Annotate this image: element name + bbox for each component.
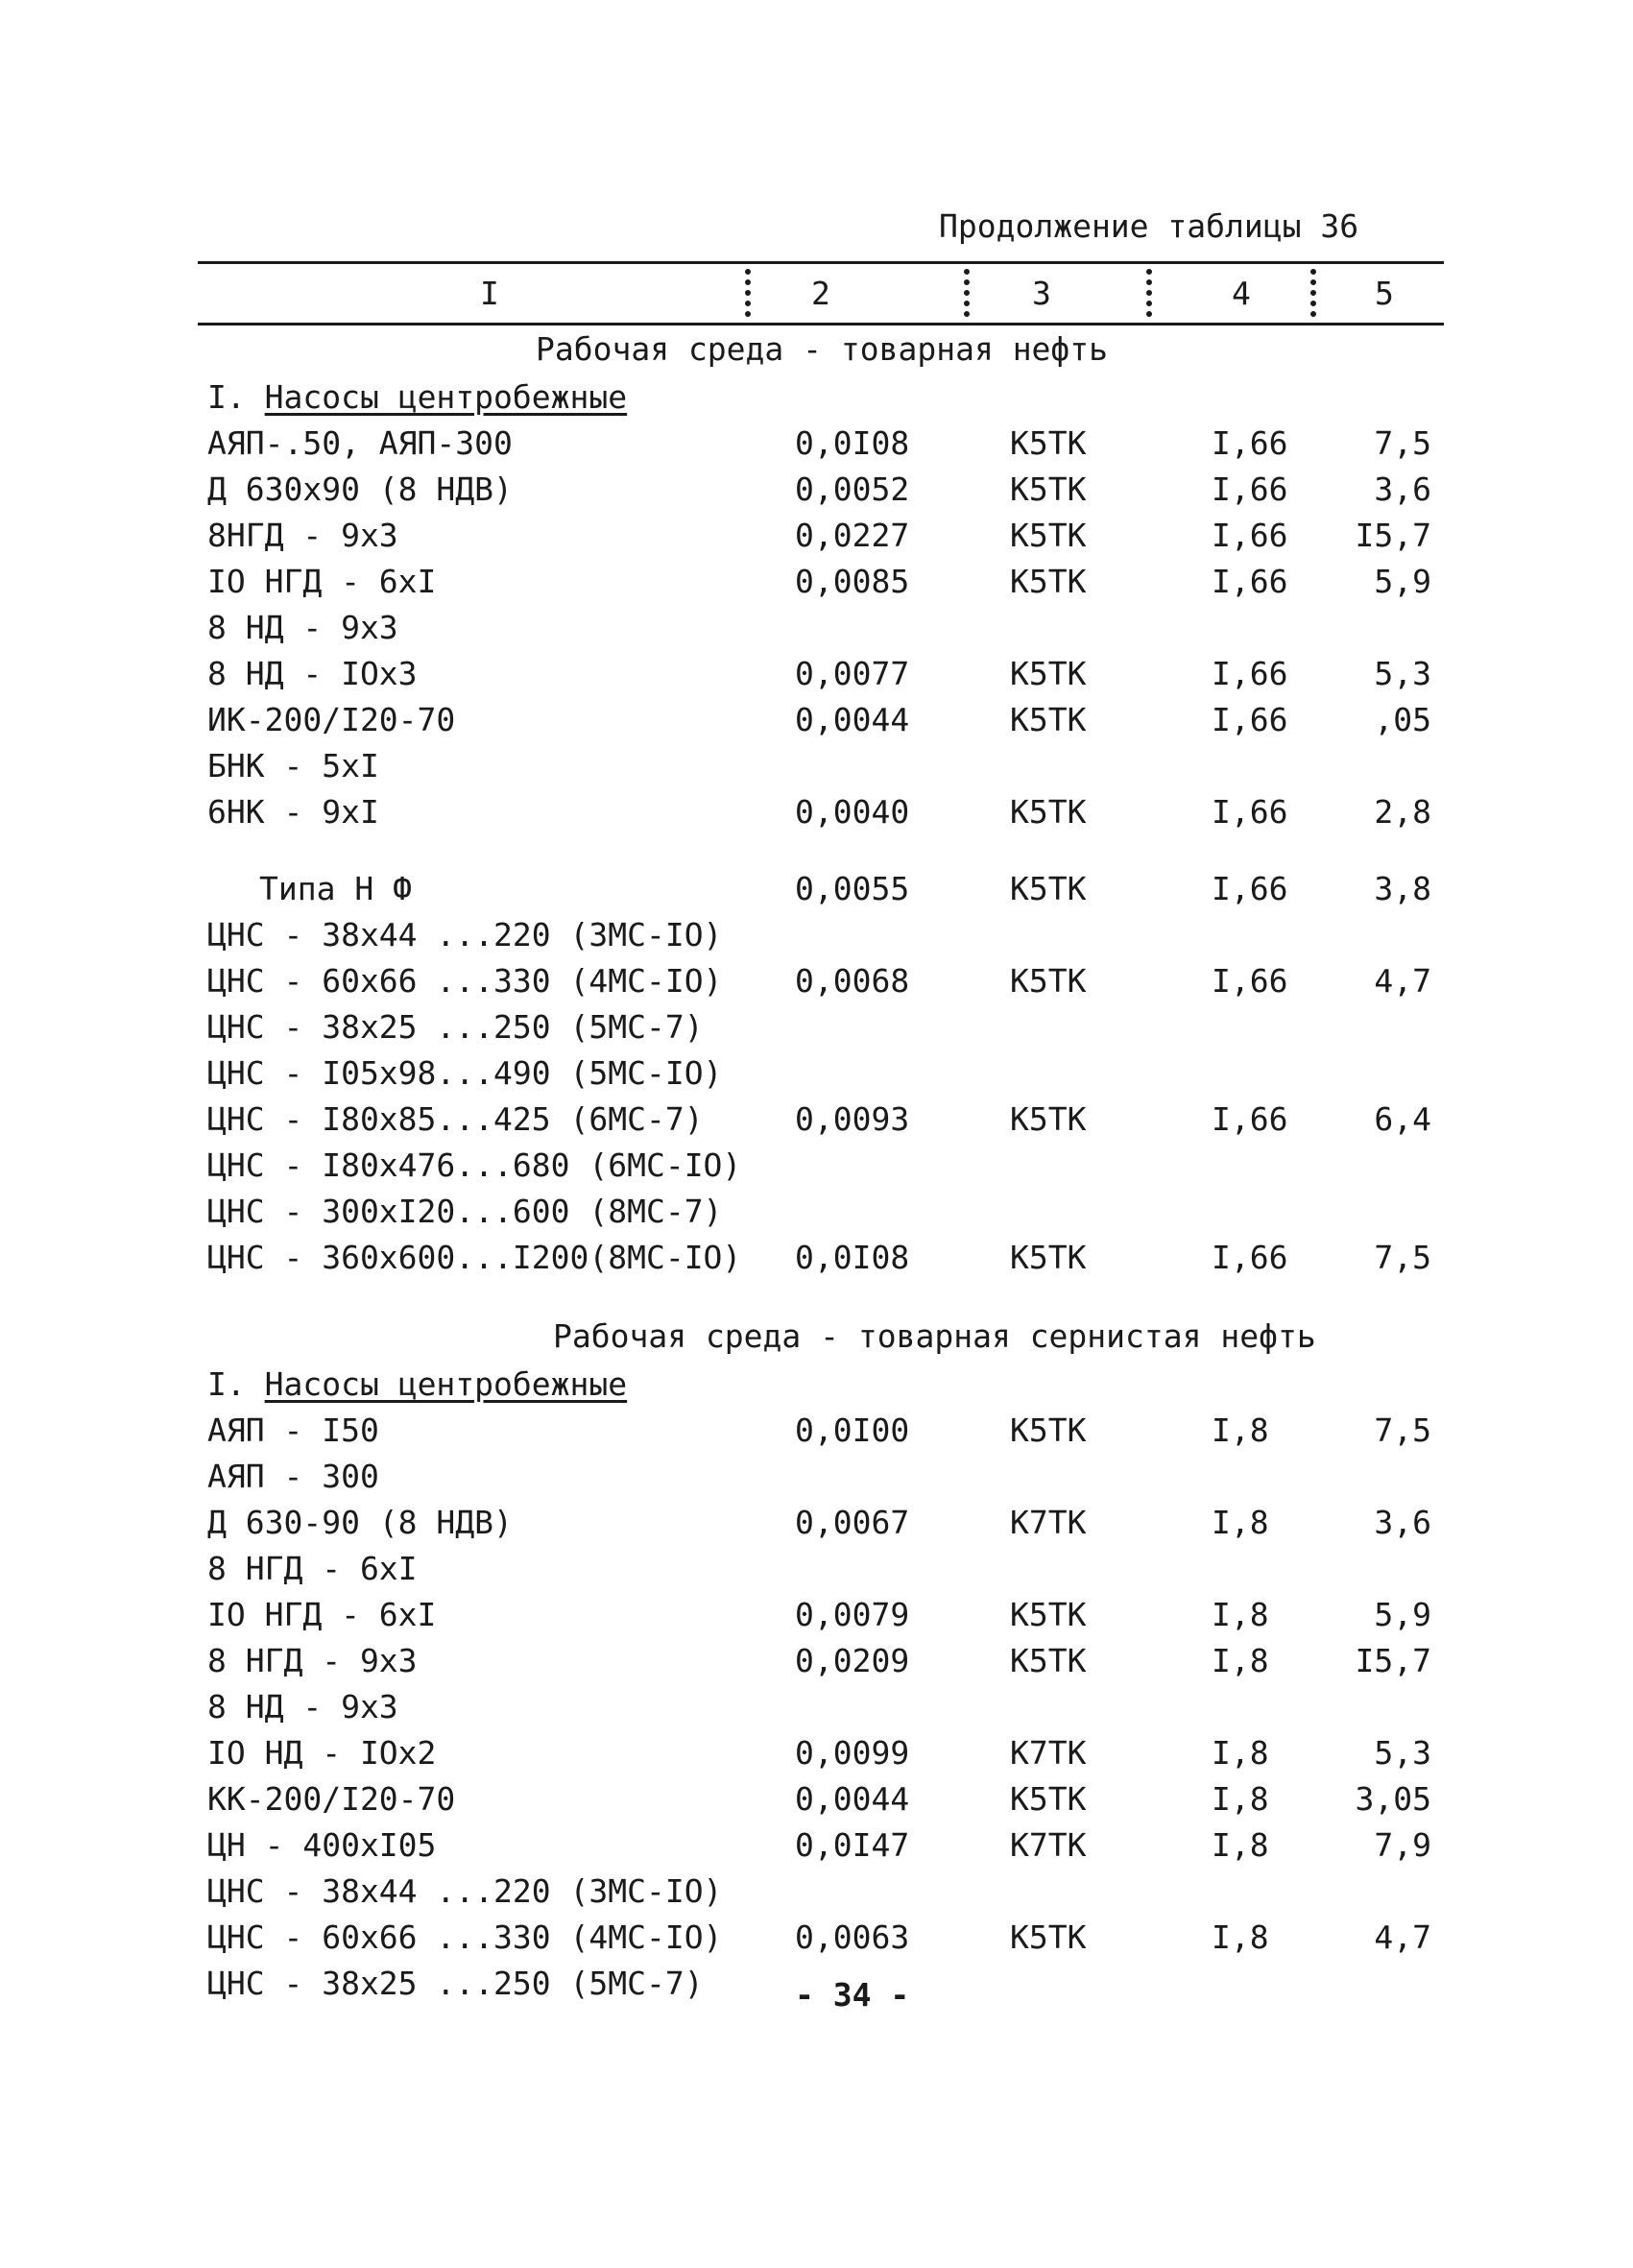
cell-col-5: 5,3 — [1374, 1734, 1431, 1772]
cell-col-4: I,66 — [1212, 563, 1288, 600]
cell-col-1: КК-200/I20-70 — [207, 1780, 456, 1818]
cell-col-4: I,66 — [1212, 962, 1288, 1000]
cell-col-4: I,66 — [1212, 870, 1288, 907]
cell-col-5: 3,6 — [1374, 470, 1431, 508]
table-caption: Продолжение таблицы 36 — [939, 207, 1359, 245]
table-row — [0, 1100, 1633, 1146]
table-row — [0, 1826, 1633, 1872]
cell-col-1: IO НГД - 6xI — [207, 1596, 437, 1633]
cell-col-4: I,8 — [1212, 1642, 1269, 1679]
cell-col-4: I,8 — [1212, 1734, 1269, 1772]
cell-col-4: I,66 — [1212, 424, 1288, 462]
table-row — [0, 424, 1633, 470]
cell-col-1: Д 630x90 (8 НДВ) — [207, 470, 513, 508]
cell-col-5: 5,9 — [1374, 1596, 1431, 1633]
cell-col-4: I,66 — [1212, 793, 1288, 831]
cell-col-5: ,05 — [1374, 701, 1431, 738]
header-divider-1 — [745, 269, 751, 317]
section-title: Рабочая среда - товарная нефть — [536, 330, 1109, 368]
cell-col-1: АЯП-.50, АЯП-300 — [207, 424, 513, 462]
cell-col-2: 0,0099 — [795, 1734, 910, 1772]
cell-col-2: 0,0068 — [795, 962, 910, 1000]
cell-col-1: IO НД - IOx2 — [207, 1734, 437, 1772]
table-row — [0, 1458, 1633, 1504]
cell-col-2: 0,0055 — [795, 870, 910, 907]
cell-col-3: К5ТК — [1010, 701, 1087, 738]
cell-col-4: I,8 — [1212, 1826, 1269, 1864]
cell-col-1: ЦНС - I05x98...490 (5МС-IO) — [207, 1054, 723, 1092]
cell-col-5: 4,7 — [1374, 962, 1431, 1000]
cell-col-4: I,8 — [1212, 1411, 1269, 1449]
table-row — [0, 1596, 1633, 1642]
cell-col-1: ЦН - 400xI05 — [207, 1826, 437, 1864]
table-row — [0, 962, 1633, 1008]
cell-col-1: 8 НГД - 9x3 — [207, 1642, 418, 1679]
cell-col-3: К5ТК — [1010, 470, 1087, 508]
cell-col-2: 0,0079 — [795, 1596, 910, 1633]
cell-col-4: I,8 — [1212, 1780, 1269, 1818]
group-heading — [207, 1365, 627, 1403]
header-divider-4 — [1310, 269, 1316, 317]
cell-col-4: I,8 — [1212, 1504, 1269, 1541]
cell-col-1: АЯП - 300 — [207, 1458, 379, 1495]
table-row — [0, 563, 1633, 609]
cell-col-2: 0,0040 — [795, 793, 910, 831]
cell-col-1: IO НГД - 6xI — [207, 563, 437, 600]
cell-col-3: К5ТК — [1010, 1100, 1087, 1138]
cell-col-1: ЦНС - 300xI20...600 (8МС-7) — [207, 1193, 723, 1230]
cell-col-2: 0,0I47 — [795, 1826, 910, 1864]
table-row — [0, 1780, 1633, 1826]
cell-col-5: 2,8 — [1374, 793, 1431, 831]
cell-col-3: К5ТК — [1010, 424, 1087, 462]
table-row — [0, 1734, 1633, 1780]
cell-col-5: 5,9 — [1374, 563, 1431, 600]
header-top-rule — [198, 261, 1444, 264]
cell-col-2: 0,0209 — [795, 1642, 910, 1679]
cell-col-2: 0,0227 — [795, 517, 910, 554]
table-row — [0, 1918, 1633, 1965]
cell-col-5: 7,5 — [1374, 1411, 1431, 1449]
cell-col-5: 5,3 — [1374, 655, 1431, 692]
header-col-2: 2 — [811, 275, 830, 312]
cell-col-5: 4,7 — [1374, 1918, 1431, 1956]
cell-col-4: I,66 — [1212, 701, 1288, 738]
cell-col-5: 7,5 — [1374, 1239, 1431, 1276]
cell-col-1: ЦНС - I80x476...680 (6МС-IO) — [207, 1146, 742, 1184]
cell-col-5: I5,7 — [1355, 1642, 1431, 1679]
cell-col-4: I,8 — [1212, 1596, 1269, 1633]
table-row — [0, 1008, 1633, 1054]
group-heading-text: Насосы центробежные — [264, 378, 628, 416]
table-row — [0, 701, 1633, 747]
table-row — [0, 1642, 1633, 1688]
cell-col-3: К5ТК — [1010, 517, 1087, 554]
cell-col-3: К5ТК — [1010, 1411, 1087, 1449]
cell-col-5: 3,6 — [1374, 1504, 1431, 1541]
cell-col-1: Д 630-90 (8 НДВ) — [207, 1504, 513, 1541]
cell-col-3: К5ТК — [1010, 563, 1087, 600]
cell-col-1: АЯП - I50 — [207, 1411, 379, 1449]
page-number: - 34 - — [795, 1976, 910, 2014]
cell-col-1: БНК - 5xI — [207, 747, 379, 784]
header-col-1: I — [480, 275, 499, 312]
cell-col-2: 0,0I00 — [795, 1411, 910, 1449]
table-row — [0, 1054, 1633, 1100]
header-col-3: 3 — [1032, 275, 1051, 312]
cell-col-5: I5,7 — [1355, 517, 1431, 554]
cell-col-4: I,66 — [1212, 1100, 1288, 1138]
cell-col-3: К5ТК — [1010, 1642, 1087, 1679]
cell-col-1: ЦНС - 38x25 ...250 (5МС-7) — [207, 1008, 704, 1046]
cell-col-1: 8НГД - 9x3 — [207, 517, 398, 554]
table-row — [0, 1688, 1633, 1734]
cell-col-1: 6НК - 9xI — [207, 793, 379, 831]
cell-col-3: К5ТК — [1010, 793, 1087, 831]
header-divider-3 — [1146, 269, 1152, 317]
header-col-4: 4 — [1232, 275, 1251, 312]
cell-col-2: 0,0085 — [795, 563, 910, 600]
cell-col-4: I,66 — [1212, 517, 1288, 554]
table-row — [0, 793, 1633, 839]
cell-col-1: ЦНС - 38x25 ...250 (5МС-7) — [207, 1965, 704, 2002]
cell-col-1: ЦНС - 38x44 ...220 (3МС-IO) — [207, 916, 723, 953]
cell-col-3: К5ТК — [1010, 1596, 1087, 1633]
cell-col-1: ЦНС - 60x66 ...330 (4МС-IO) — [207, 962, 723, 1000]
table-row — [0, 1239, 1633, 1285]
cell-col-3: К5ТК — [1010, 1780, 1087, 1818]
cell-col-2: 0,0093 — [795, 1100, 910, 1138]
table-row — [0, 470, 1633, 517]
table-row — [0, 747, 1633, 793]
cell-col-1: ЦНС - 60x66 ...330 (4МС-IO) — [207, 1918, 723, 1956]
cell-col-2: 0,0052 — [795, 470, 910, 508]
table-row — [0, 1193, 1633, 1239]
group-heading-text: Насосы центробежные — [264, 1365, 628, 1403]
table-row — [0, 1550, 1633, 1596]
table-row — [0, 655, 1633, 701]
cell-col-1: ЦНС - I80x85...425 (6МС-7) — [207, 1100, 704, 1138]
cell-col-5: 3,8 — [1374, 870, 1431, 907]
cell-col-5: 7,9 — [1374, 1826, 1431, 1864]
cell-col-2: 0,0077 — [795, 655, 910, 692]
header-bottom-rule — [198, 323, 1444, 326]
cell-col-3: К7ТК — [1010, 1826, 1087, 1864]
cell-col-4: I,66 — [1212, 1239, 1288, 1276]
group-prefix: I. — [207, 378, 246, 416]
cell-col-1: ИК-200/I20-70 — [207, 701, 456, 738]
cell-col-1: Типа Н Ф — [259, 870, 412, 907]
cell-col-3: К5ТК — [1010, 962, 1087, 1000]
cell-col-3: К5ТК — [1010, 870, 1087, 907]
cell-col-4: I,66 — [1212, 655, 1288, 692]
cell-col-1: 8 НД - 9x3 — [207, 609, 398, 646]
cell-col-5: 7,5 — [1374, 424, 1431, 462]
cell-col-5: 6,4 — [1374, 1100, 1431, 1138]
cell-col-3: К5ТК — [1010, 655, 1087, 692]
cell-col-2: 0,0063 — [795, 1918, 910, 1956]
table-row — [0, 517, 1633, 563]
cell-col-1: ЦНС - 38x44 ...220 (3МС-IO) — [207, 1872, 723, 1910]
table-row — [0, 1872, 1633, 1918]
cell-col-3: К7ТК — [1010, 1504, 1087, 1541]
cell-col-2: 0,0I08 — [795, 1239, 910, 1276]
cell-col-4: I,66 — [1212, 470, 1288, 508]
table-row — [0, 870, 1633, 916]
table-row — [0, 916, 1633, 962]
cell-col-1: 8 НД - IOx3 — [207, 655, 418, 692]
cell-col-4: I,8 — [1212, 1918, 1269, 1956]
cell-col-1: ЦНС - 360x600...I200(8МС-IO) — [207, 1239, 742, 1276]
cell-col-2: 0,0067 — [795, 1504, 910, 1541]
cell-col-5: 3,05 — [1355, 1780, 1431, 1818]
cell-col-1: 8 НГД - 6xI — [207, 1550, 418, 1587]
cell-col-3: К5ТК — [1010, 1918, 1087, 1956]
group-heading — [207, 378, 627, 416]
table-row — [0, 1146, 1633, 1193]
cell-col-2: 0,0044 — [795, 1780, 910, 1818]
cell-col-2: 0,0I08 — [795, 424, 910, 462]
cell-col-2: 0,0044 — [795, 701, 910, 738]
cell-col-1: 8 НД - 9x3 — [207, 1688, 398, 1725]
table-row — [0, 1411, 1633, 1458]
group-prefix: I. — [207, 1365, 246, 1403]
table-row — [0, 1504, 1633, 1550]
cell-col-3: К7ТК — [1010, 1734, 1087, 1772]
table-row — [0, 609, 1633, 655]
header-divider-2 — [964, 269, 970, 317]
cell-col-3: К5ТК — [1010, 1239, 1087, 1276]
section-title: Рабочая среда - товарная сернистая нефть — [553, 1317, 1316, 1355]
header-col-5: 5 — [1375, 275, 1394, 312]
